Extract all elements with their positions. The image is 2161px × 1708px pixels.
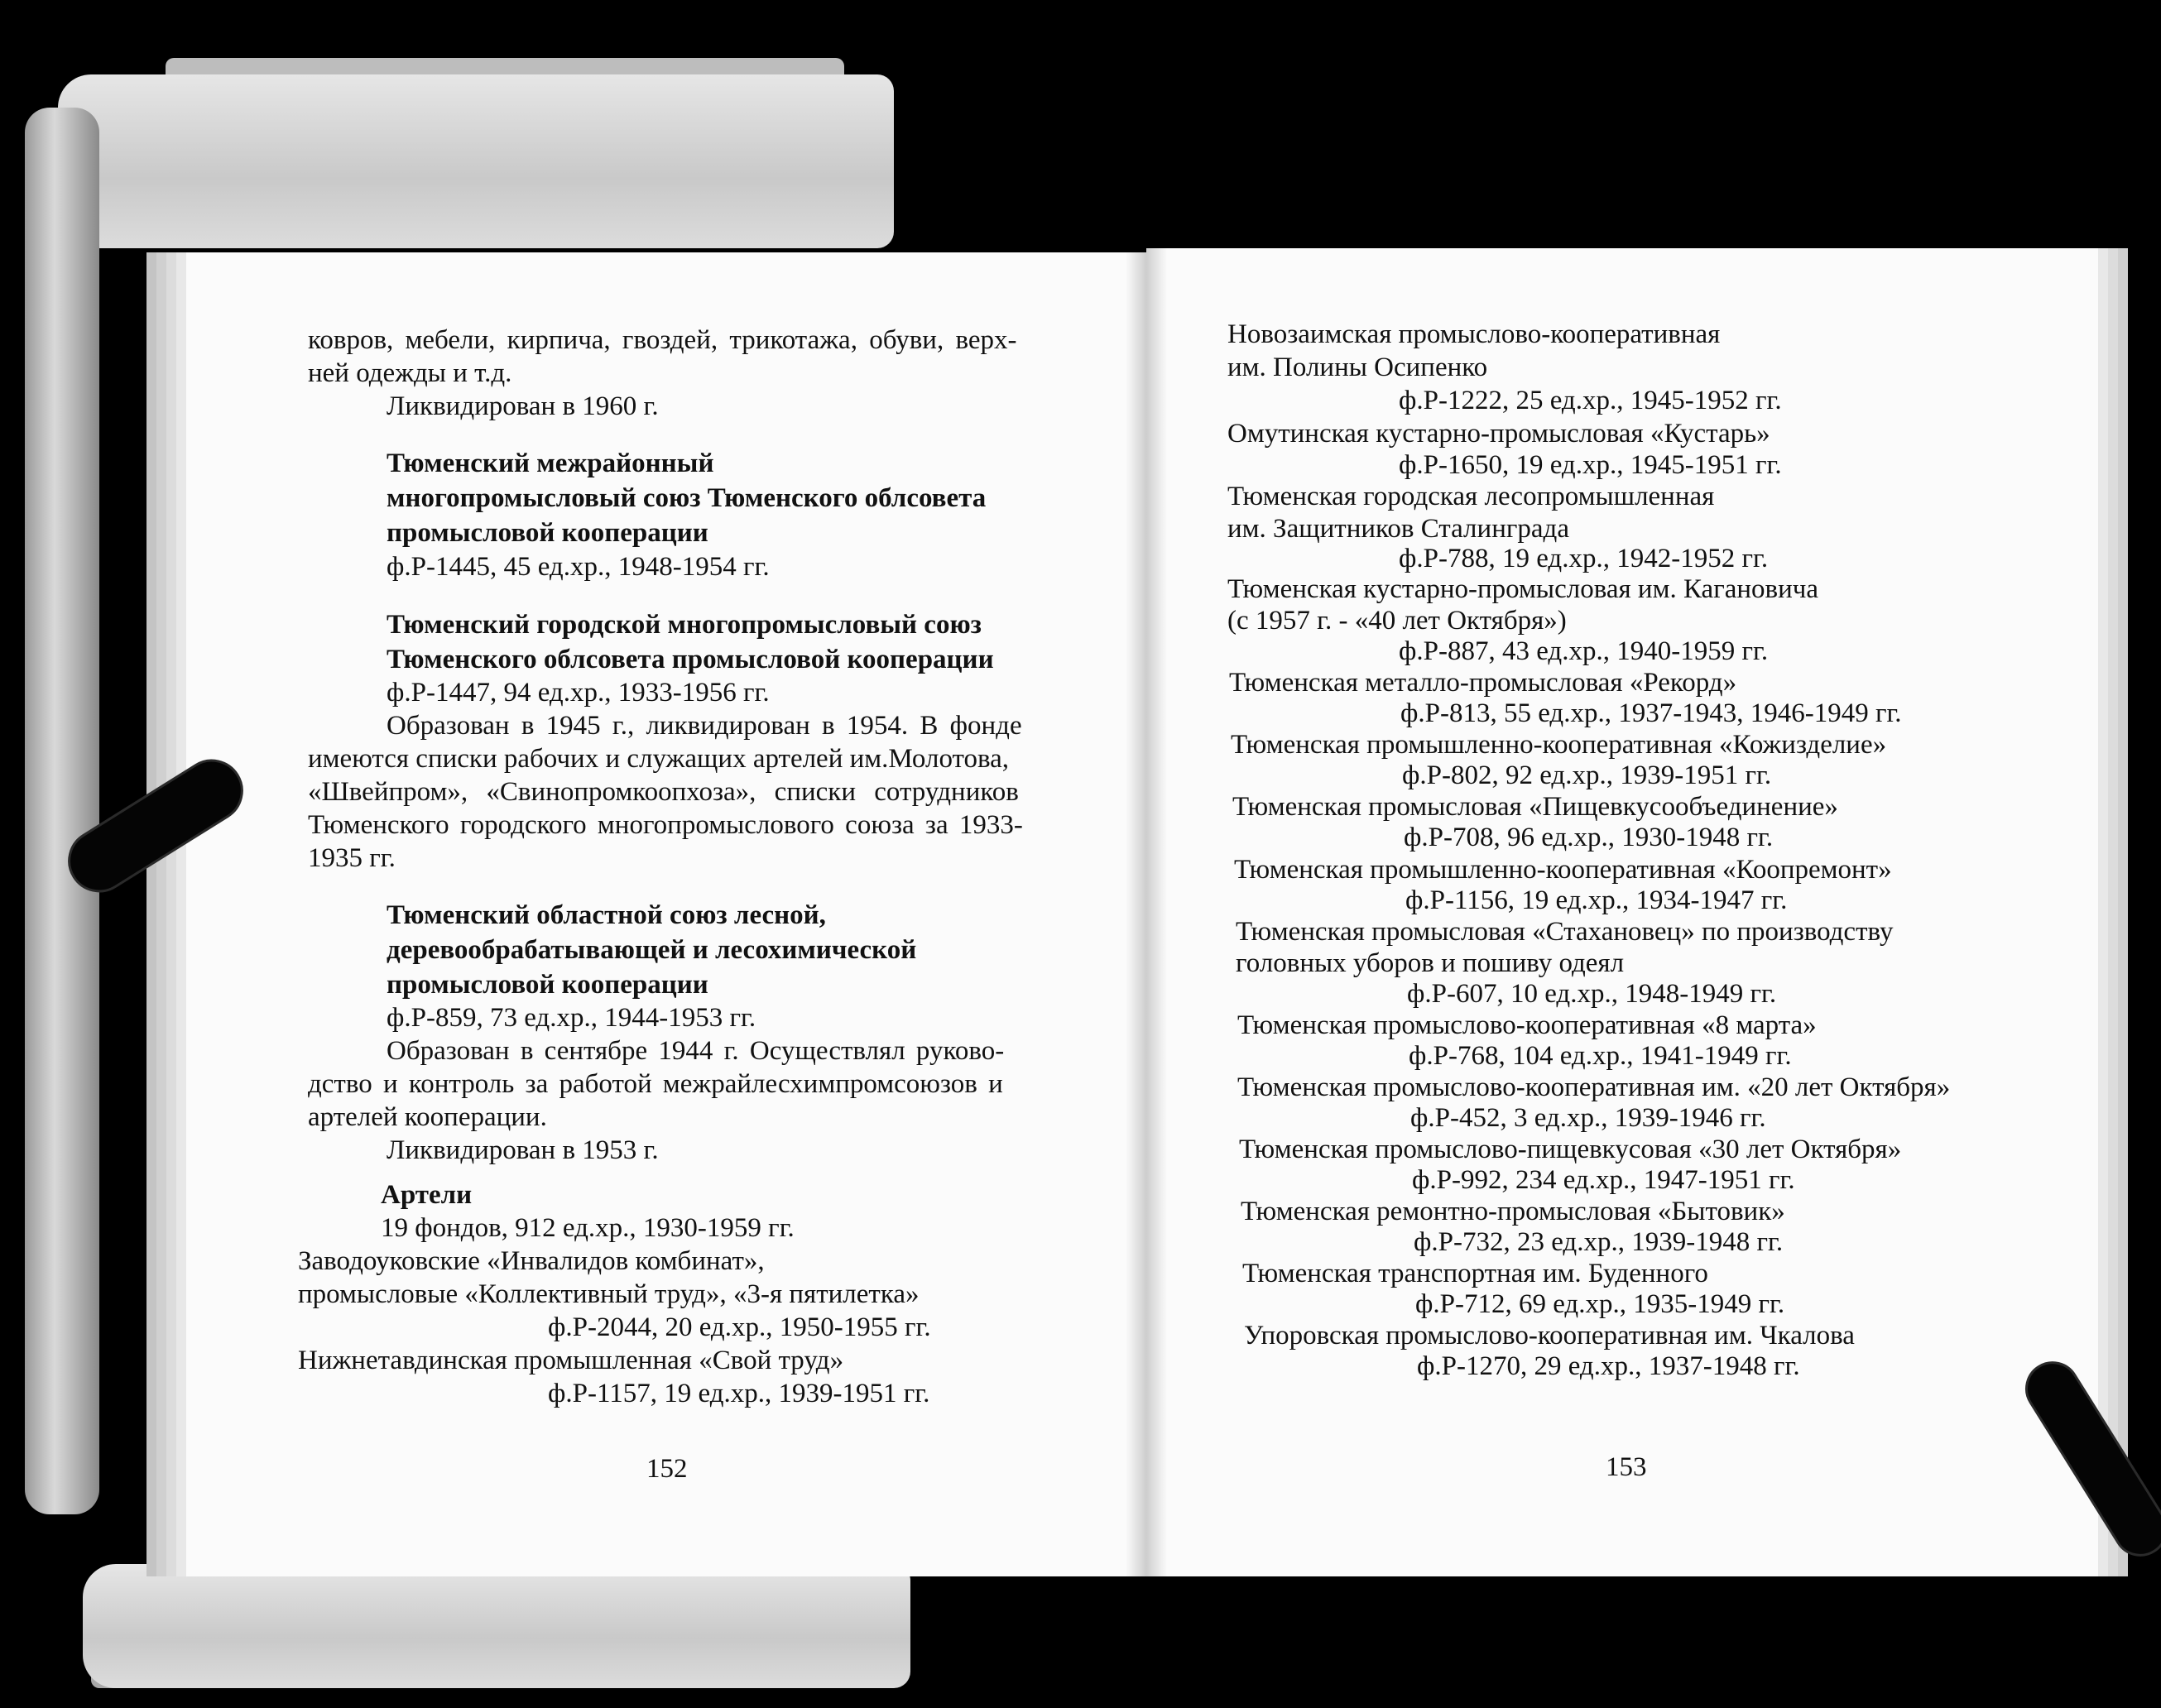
right-text-line: Упоровская промыслово-кооперативная им. Чкалова [1244, 1321, 1855, 1351]
left-text-line: Образован в 1945 г., ликвидирован в 1954. В фонде [387, 711, 1022, 741]
right-text-line: Тюменская металло-промысловая «Рекорд» [1229, 668, 1737, 698]
right-text-line: им. Полины Осипенко [1227, 353, 1488, 382]
left-heading-line: деревообрабатывающей и лесохимической [387, 935, 917, 965]
right-text-line: Тюменская ремонтно-промысловая «Бытовик» [1241, 1197, 1785, 1226]
right-text-line: ф.Р-1156, 19 ед.хр., 1934-1947 гг. [1405, 885, 1788, 915]
right-text-line: ф.Р-732, 23 ед.хр., 1939-1948 гг. [1414, 1227, 1784, 1257]
right-text-line: Омутинская кустарно-промысловая «Кустарь» [1227, 419, 1770, 449]
right-text-line: ф.Р-452, 3 ед.хр., 1939-1946 гг. [1410, 1103, 1766, 1133]
left-text-line: ф.Р-2044, 20 ед.хр., 1950-1955 гг. [548, 1312, 931, 1342]
left-text-line: артелей кооперации. [308, 1102, 547, 1132]
right-text-line: ф.Р-813, 55 ед.хр., 1937-1943, 1946-1949 гг. [1400, 698, 1902, 728]
right-text-line: им. Защитников Сталинграда [1227, 514, 1569, 544]
page-number-left: 152 [646, 1454, 688, 1484]
left-text-line: 1935 гг. [308, 843, 396, 873]
right-text-line: Новозаимская промыслово-кооперативная [1227, 319, 1721, 349]
right-text-line: ф.Р-1650, 19 ед.хр., 1945-1951 гг. [1399, 450, 1782, 480]
right-text-line: ф.Р-802, 92 ед.хр., 1939-1951 гг. [1402, 760, 1772, 790]
left-text-line: Ликвидирован в 1960 г. [387, 391, 659, 421]
right-text-line: ф.Р-992, 234 ед.хр., 1947-1951 гг. [1412, 1165, 1795, 1195]
left-heading-line: Тюменский городской многопромысловый союз [387, 610, 982, 640]
right-text-line: ф.Р-1270, 29 ед.хр., 1937-1948 гг. [1417, 1351, 1800, 1381]
left-text-line: Образован в сентябре 1944 г. Осуществлял руково- [387, 1036, 1005, 1066]
left-text-line: ф.Р-1445, 45 ед.хр., 1948-1954 гг. [387, 552, 770, 582]
right-text-line: Тюменская промыслово-пищевкусовая «30 лет Октября» [1239, 1135, 1902, 1164]
right-text-line: ф.Р-607, 10 ед.хр., 1948-1949 гг. [1407, 979, 1777, 1009]
right-text-line: ф.Р-1222, 25 ед.хр., 1945-1952 гг. [1399, 386, 1782, 415]
book-gutter [1126, 248, 1167, 1576]
right-text-line: ф.Р-712, 69 ед.хр., 1935-1949 гг. [1415, 1289, 1785, 1319]
left-heading-line: промысловой кооперации [387, 970, 708, 1000]
left-text-line: дство и контроль за работой межрайлесхимпромсоюзов и [308, 1069, 1003, 1099]
foam-support-bottom [83, 1564, 910, 1688]
foam-support-top [58, 74, 894, 248]
right-text-line: Тюменская промыслово-кооперативная «8 марта» [1237, 1010, 1817, 1040]
left-heading-line: Артели [381, 1180, 473, 1210]
left-heading-line: Тюменского облсовета промысловой кооперации [387, 645, 994, 674]
left-text-line: «Швейпром», «Свинопромкоопхоза», списки сотрудников [308, 777, 1019, 807]
right-text-line: головных уборов и пошиву одеял [1236, 948, 1625, 978]
right-text-line: ф.Р-768, 104 ед.хр., 1941-1949 гг. [1409, 1041, 1792, 1071]
right-text-line: Тюменская кустарно-промысловая им. Кагановича [1227, 574, 1819, 604]
page-number-right: 153 [1606, 1452, 1647, 1482]
right-text-line: Тюменская промышленно-кооперативная «Коопремонт» [1234, 855, 1892, 885]
right-text-line: ф.Р-788, 19 ед.хр., 1942-1952 гг. [1399, 544, 1769, 573]
left-text-line: Ликвидирован в 1953 г. [387, 1135, 659, 1165]
left-text-line: имеются списки рабочих и служащих артелей им.Молотова, [308, 744, 1010, 774]
left-text-line: ковров, мебели, кирпича, гвоздей, трикотажа, обуви, верх- [308, 325, 1017, 355]
left-heading-line: промысловой кооперации [387, 518, 708, 548]
right-text-line: Тюменская промышленно-кооперативная «Кожизделие» [1231, 730, 1887, 760]
right-text-line: ф.Р-708, 96 ед.хр., 1930-1948 гг. [1404, 823, 1774, 852]
left-text-line: Заводоуковские «Инвалидов комбинат», [298, 1246, 765, 1276]
left-heading-line: Тюменский областной союз лесной, [387, 900, 826, 930]
foam-support-left [25, 108, 99, 1514]
right-text-line: ф.Р-887, 43 ед.хр., 1940-1959 гг. [1399, 636, 1769, 666]
right-text-line: Тюменская промыслово-кооперативная им. «20 лет Октября» [1237, 1072, 1951, 1102]
right-text-line: (с 1957 г. - «40 лет Октября») [1227, 606, 1567, 636]
left-text-line: ф.Р-1447, 94 ед.хр., 1933-1956 гг. [387, 678, 770, 708]
right-text-line: Тюменская городская лесопромышленная [1227, 482, 1715, 511]
left-text-line: 19 фондов, 912 ед.хр., 1930-1959 гг. [381, 1213, 795, 1243]
left-text-line: ней одежды и т.д. [308, 358, 512, 388]
left-heading-line: Тюменский межрайонный [387, 449, 714, 478]
left-text-line: Тюменского городского многопромыслового союза за 1933- [308, 810, 1023, 840]
right-text-line: Тюменская промысловая «Пищевкусообъединение» [1232, 792, 1838, 822]
right-text-line: Тюменская промысловая «Стахановец» по производству [1236, 917, 1894, 947]
left-text-line: Нижнетавдинская промышленная «Свой труд» [298, 1346, 844, 1375]
left-text-line: ф.Р-859, 73 ед.хр., 1944-1953 гг. [387, 1003, 756, 1033]
left-heading-line: многопромысловый союз Тюменского облсовета [387, 483, 987, 513]
left-text-line: промысловые «Коллективный труд», «3-я пятилетка» [298, 1279, 920, 1309]
right-text-line: Тюменская транспортная им. Буденного [1242, 1259, 1708, 1288]
left-text-line: ф.Р-1157, 19 ед.хр., 1939-1951 гг. [548, 1379, 930, 1408]
